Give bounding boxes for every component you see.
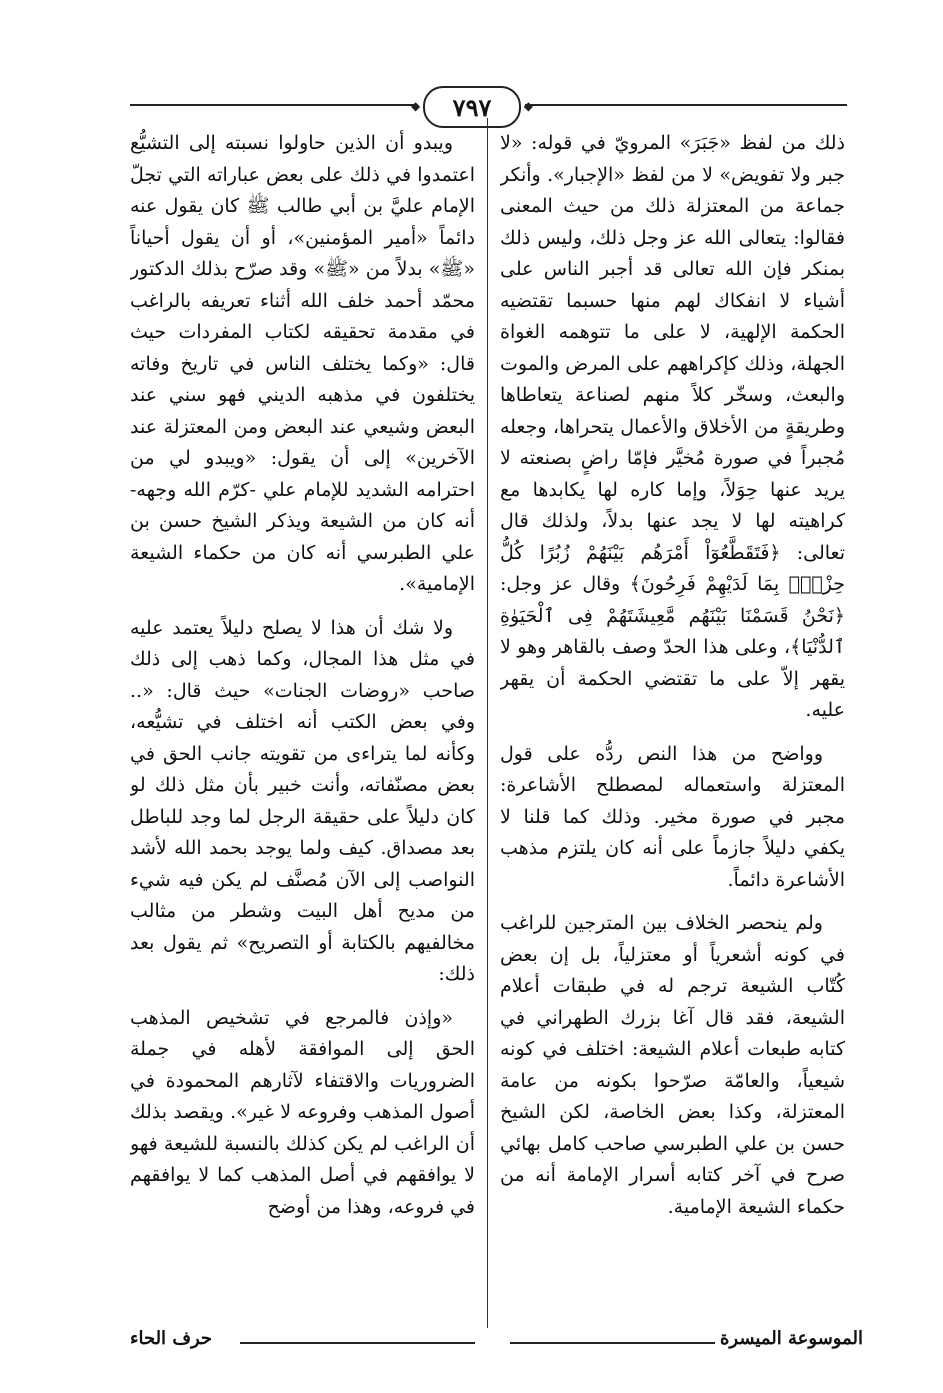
column-divider [487,118,488,1328]
page-number-text: ◆ ٧٩٧ [452,92,492,122]
right-column [500,128,845,1328]
header-rule-right [525,104,847,106]
footer-encyclopedia-label: الموسوعة الميسرة [720,1328,863,1349]
header-rule-left [130,104,415,106]
left-paragraph-2: ولا شك أن هذا لا يصلح دليلاً يعتمد عليه في مثل هذا المجال، وكما ذهب إلى ذلك صاحب «روضات الجنات» حيث قال: «.. وفي بعض الكتب أنه اختلف في تشيُّعه، وكأنه لما يتراءى من تقويته جانب الحق في بعض مصنّفاته، وأنت خبير بأن مثل ذلك لو كان دليلاً على حقيقة الرجل لما وجد للباطل بعد مصداق. كيف ولما يوجد بحمد الله لأشد النواصب إلى الآن مُصنَّف لم يكن فيه شيء من مديح أهل البيت وشطر من مثالب مخالفيهم بالكتابة أو التصريح» ثم يقول بعد ذلك: [130,616,475,985]
left-column [130,128,475,1328]
page-number [423,86,521,128]
right-paragraph-2: وواضح من هذا النص ردُّه على قول المعتزلة واستعماله لمصطلح الأشاعرة: مجبر في صورة مخير. وذلك كما قلنا لا يكفي دليلاً جازماً على أنه كان يلتزم مذهب الأشاعرة دائماً. [500,742,845,891]
left-paragraph-1: ويبدو أن الذين حاولوا نسبته إلى التشيُّع اعتمدوا في ذلك على بعض عباراته التي تجلّ الإمام عليَّ بن أبي طالب ﷺ كان يقول عنه دائماً «أمير المؤمنين»، أو أن يقول أحياناً «ﷺ» بدلاً من «ﷺ» وقد صرّح بذلك الدكتور محمّد أحمد خلف الله أثناء تعريفه بالراغب في مقدمة تحقيقه لكتاب المفردات حيث قال: «وكما يختلف الناس في تاريخ وفاته يختلفون في مذهبه الديني فهو سني عند البعض وشيعي عند البعض ومن المعتزلة عند الآخرين» إلى أن يقول: «ويبدو لي من احترامه الشديد للإمام علي -كرّم الله وجهه- أنه كان من الشيعة ويذكر الشيخ حسن بن علي الطبرسي أنه كان من حكماء الشيعة الإمامية». [130,132,475,595]
left-paragraph-3: «وإذن فالمرجع في تشخيص المذهب الحق إلى الموافقة لأهله في جملة الضروريات والاقتفاء لآثارهم المحمودة في أصول المذهب وفروعه لا غير». ويقصد بذلك أن الراغب لم يكن كذلك بالنسبة للشيعة فهو لا يوافقهم في أصل المذهب كما لا يوافقهم في فروعه، وهذا من أوضح [130,1006,475,1218]
right-paragraph-1: ذلك من لفظ «جَبَرَ» المرويّ في قوله: «لا جبر ولا تفويض» لا من لفظ «الإجبار». وأنكر جماعة من المعتزلة ذلك من حيث المعنى فقالوا: يتعالى الله عز وجل ذلك، وليس ذلك بمنكر فإن الله تعالى قد أجبر الناس على أشياء لا انفكاك لهم منها حسبما تقتضيه الحكمة الإلهية، لا على ما تتوهمه الغواة الجهلة، وذلك كإكراههم على المرض والموت والبعث، وسخّر كلاً منهم لصناعة يتعاطاها وطريقةٍ من الأخلاق والأعمال يتحراها، وجعله مُجبراً في صورة مُخيَّر فإمّا راضٍ بصنعته لا يريد عنها حِوَلاً، وإما كاره لها يكابدها مع كراهيته لها لا يجد عنها بدلاً، ولذلك قال تعالى: ﴿فَتَقَطَّعُوٓاْ أَمْرَهُم بَيْنَهُمْ زُبُرًا كُلُّ حِزْبٍۭ بِمَا لَدَيْهِمْ فَرِحُونَ﴾ وقال عز وجل: ﴿نَحْنُ قَسَمْنَا بَيْنَهُم مَّعِيشَتَهُمْ فِى ٱلْحَيَوٰةِ ٱلدُّنْيَا﴾، وعلى هذا الحدّ وصف بالقاهر وهو لا يقهر إلاّ على ما تقتضي الحكمة أن يقهر عليه. [500,132,845,721]
footer-rule-left [240,1342,475,1344]
footer-rule-right [510,1342,715,1344]
footer-letter-label: حرف الحاء [130,1328,213,1349]
right-paragraph-3: ولم ينحصر الخلاف بين المترجين للراغب في كونه أشعرياً أو معتزلياً، بل إن بعض كُتّاب الشيعة ترجم له في طبقات أعلام الشيعة، فقد قال آغا بزرك الطهراني في كتابه طبعات أعلام الشيعة: اختلف في كونه شيعياً، والعامّة صرّحوا بكونه من عامة المعتزلة، وكذا بعض الخاصة، لكن الشيخ حسن بن علي الطبرسي صاحب كامل بهائي صرح في آخر كتابه أسرار الإمامة أنه من حكماء الشيعة الإمامية. [500,912,845,1218]
